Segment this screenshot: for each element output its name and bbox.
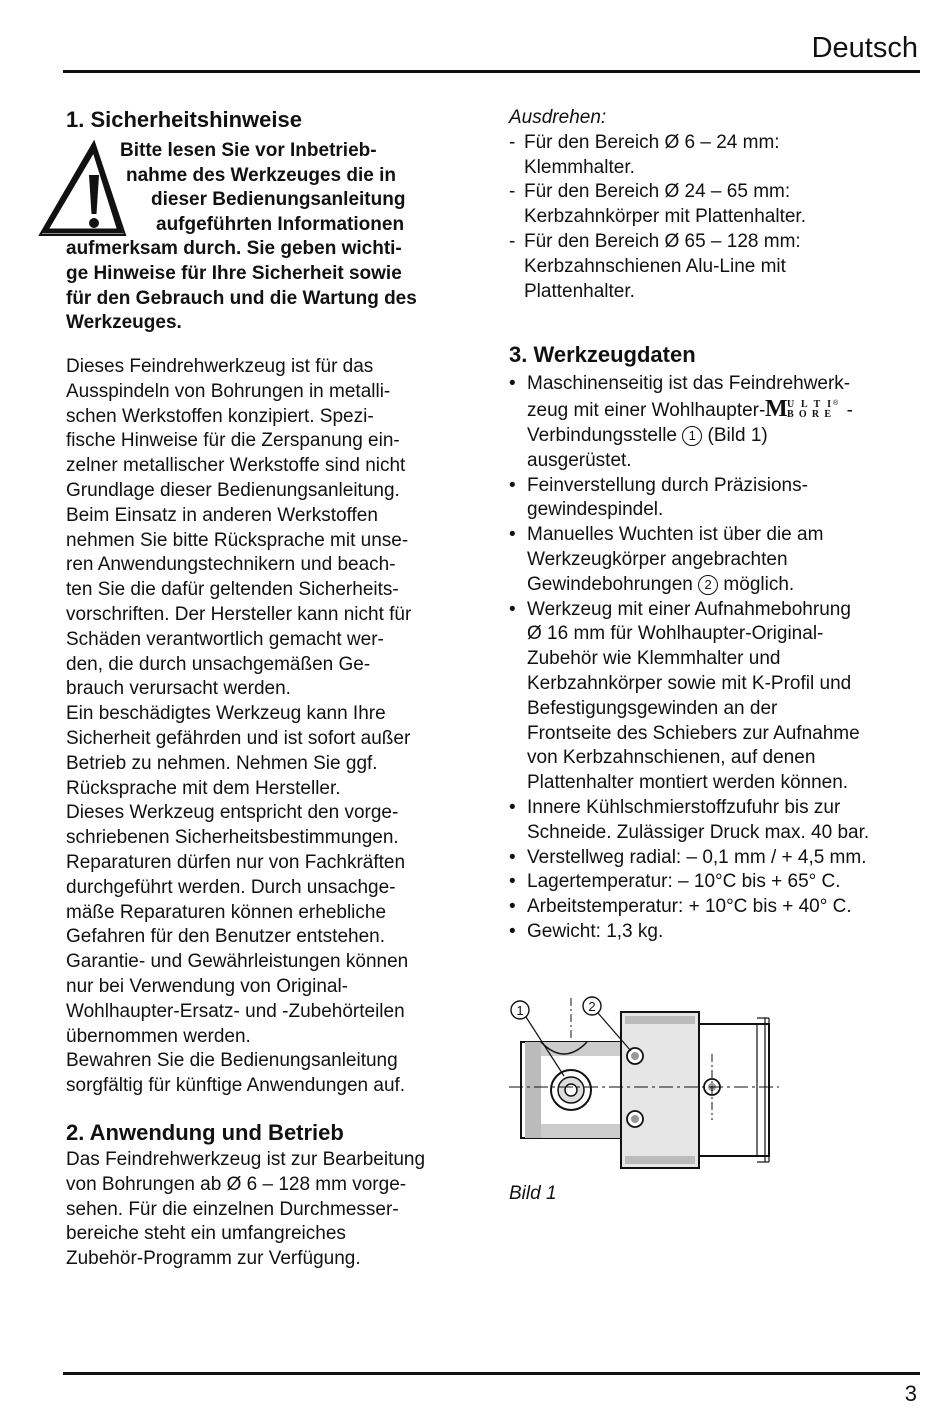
section-1-title: 1. Sicherheitshinweise — [66, 107, 302, 132]
header-rule — [63, 70, 920, 73]
svg-text:ULTI: ULTI — [787, 399, 832, 411]
warning-line: dieser Bedienungsanleitung — [151, 189, 406, 211]
list-item: - Für den Bereich Ø 6 – 24 mm: Klemmhalter. — [509, 131, 780, 178]
svg-text:BORE: BORE — [787, 409, 832, 420]
warning-line: für den Gebrauch und die Wartung des — [66, 287, 417, 309]
right-column — [509, 106, 929, 945]
ausdrehen-list — [509, 131, 929, 305]
warning-line: nahme des Werkzeuges die in — [126, 164, 396, 186]
multi-bore-logo — [765, 397, 841, 419]
safety-warning — [66, 139, 486, 338]
warning-line: Bitte lesen Sie vor Inbetrieb- — [120, 140, 377, 161]
callout-marker-1: 1 — [682, 426, 702, 446]
list-item: • Arbeitstemperatur: + 10°C bis + 40° C. — [509, 896, 852, 918]
list-item: • Manuelles Wuchten ist über die am Werkzeugkörper angebrachten Gewindebohrungen 2 möglich. — [509, 524, 824, 595]
section-2-body: Das Feindrehwerkzeug ist zur Bearbeitung von Bohrungen ab Ø 6 – 128 mm vorge- sehen. Für die einzelnen Durchmesser- bereiche steht ein umfangreiches Zubehör-Programm zur Verfügung. — [66, 1148, 426, 1270]
section-3-title: 3. Werkzeugdaten — [509, 342, 696, 368]
figure-callout-2: 2 — [588, 999, 596, 1014]
werkzeugdaten-list — [509, 372, 929, 944]
list-item: • Lagertemperatur: – 10°C bis + 65° C. — [509, 871, 841, 893]
callout-marker-2: 2 — [698, 575, 718, 595]
figure-caption: Bild 1 — [509, 1183, 557, 1204]
list-item: - Für den Bereich Ø 65 – 128 mm: Kerbzahnschienen Alu-Line mit Plattenhalter. — [509, 230, 801, 302]
section-2-title: 2. Anwendung und Betrieb — [66, 1119, 344, 1145]
list-item: • Verstellweg radial: – 0,1 mm / + 4,5 mm. — [509, 846, 867, 868]
section-1-body: Dieses Feindrehwerkzeug ist für das Ausspindeln von Bohrungen in metalli- schen Werkstoffen konzipiert. Spezi- fische Hinweise für die Zerspanung ein- zelner metallischer Werkstoffe sind nicht Grundlage dieser Bedienungsanleitung. Beim Einsatz in anderen Werkstoffen nehmen Sie bitte Rücksprache mit unse- ren Anwendungstechnikern und beach- ten Sie die dafür geltenden Sicherheits- vorschriften. Der Hersteller kann nicht für Schäden verantwortlich gemacht wer- den, die durch unsachgemäßen Ge- brauch verursacht werden. Ein beschädigtes Werkzeug kann Ihre Sicherheit gefährden und ist sofort außer Betrieb zu nehmen. Nehmen Sie ggf. Rücksprache mit dem Hersteller. Dieses Werkzeug entspricht den vorge- schriebenen Sicherheitsbestimmungen. Reparaturen dürfen nur von Fachkräften durchgeführt werden. Durch unsachge- mäße Reparaturen können erhebliche Gefahren für den Benutzer entstehen. Garantie- und Gewährleistungen können nur bei Verwendung von Original- Wohlhaupter-Ersatz- und -Zubehörteilen übernommen werden. Bewahren Sie die Bedienungsanleitung sorgfältig für künftige Anwendungen auf. — [66, 356, 412, 1097]
warning-line: aufgeführten Informationen — [156, 213, 405, 235]
warning-text — [66, 139, 486, 336]
list-item: • Maschinenseitig ist das Feindrehwerk- zeug mit einer Wohlhaupter- M ULTI BORE ® - Verbindungsstelle 1 (Bild 1) ausgerüstet. — [509, 373, 853, 471]
list-item: • Feinverstellung durch Präzisions- gewindespindel. — [509, 474, 808, 521]
list-item: • Gewicht: 1,3 kg. — [509, 920, 664, 942]
warning-line: ge Hinweise für Ihre Sicherheit sowie — [66, 262, 402, 284]
warning-line: Werkzeuges. — [66, 312, 182, 334]
ausdrehen-title: Ausdrehen: — [509, 107, 607, 128]
list-item: • Werkzeug mit einer Aufnahmebohrung Ø 16 mm für Wohlhaupter-Original- Zubehör wie Klemmhalter und Kerbzahnkörper sowie mit K-Profil und Befestigungsgewinden an der Frontseite des Schiebers zur Aufnahme von Kerbzahnschienen, auf denen Plattenhalter montiert werden können. — [509, 598, 860, 794]
figure-callout-1: 1 — [516, 1003, 524, 1018]
language-label: Deutsch — [811, 32, 918, 64]
footer-rule — [63, 1372, 920, 1375]
left-column — [66, 106, 486, 1272]
tool-drawing-figure — [509, 996, 779, 1176]
list-item: - Für den Bereich Ø 24 – 65 mm: Kerbzahnkörper mit Plattenhalter. — [509, 181, 806, 228]
svg-text:®: ® — [833, 400, 839, 408]
svg-text:M: M — [765, 397, 788, 420]
page-number: 3 — [904, 1381, 917, 1406]
list-item: • Innere Kühlschmierstoffzufuhr bis zur Schneide. Zulässiger Druck max. 40 bar. — [509, 796, 870, 843]
warning-line: aufmerksam durch. Sie geben wichti- — [66, 238, 402, 260]
